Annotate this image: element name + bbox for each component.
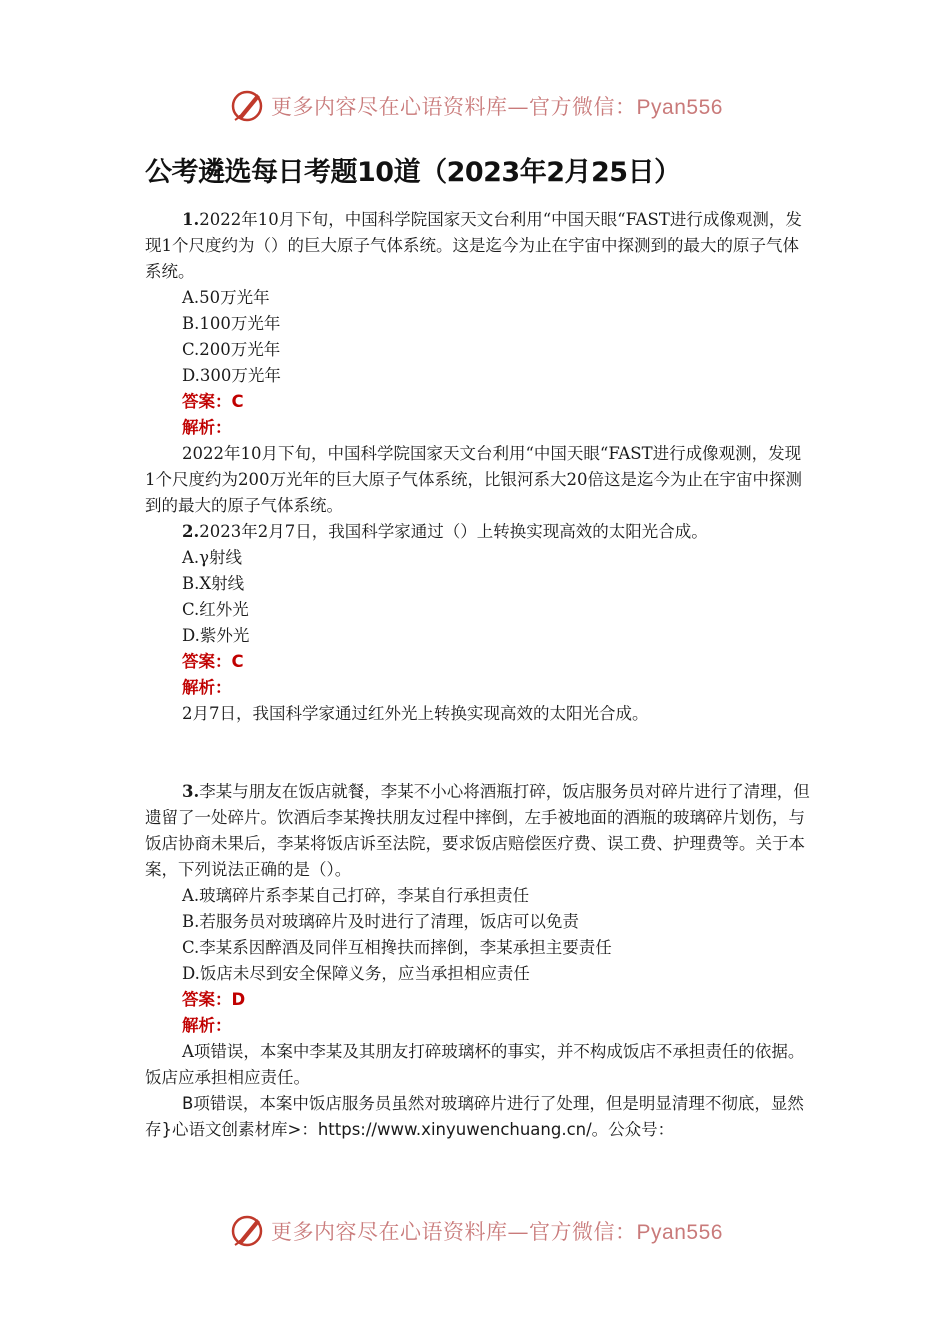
q3-option-a: A.玻璃碎片系李某自己打碎，李某自行承担责任 — [182, 886, 530, 905]
pen-logo-icon — [227, 1211, 267, 1251]
banner-text: 更多内容尽在心语资料库—官方微信：Pyan556 — [271, 95, 723, 119]
q1-analysis: 2022年10月下旬，中国科学院国家天文台利用“中国天眼“FAST进行成像观测，发现1个尺度约为200万光年的巨大原子气体系统，比银河系大20倍这是迄今为止在宇宙中探测到的最大的原子气体系统。 — [145, 444, 802, 515]
spacer — [145, 727, 810, 779]
q1-option-c: C.200万光年 — [182, 340, 281, 359]
q2-option-c: C.红外光 — [182, 600, 249, 619]
q3-option-c: C.李某系因醉酒及同伴互相搀扶而摔倒，李某承担主要责任 — [182, 938, 612, 957]
q3-analysis-b: B项错误，本案中饭店服务员虽然对玻璃碎片进行了处理，但是明显清理不彻底，显然存}心语文创素材库>：https://www.xinyuwenchuang.cn/。公众号： — [145, 1094, 804, 1139]
q3-analysis-label: 解析： — [182, 1016, 232, 1035]
q1-analysis-label: 解析： — [182, 418, 232, 437]
q2-option-d: D.紫外光 — [182, 626, 250, 645]
q2-analysis: 2月7日，我国科学家通过红外光上转换实现高效的太阳光合成。 — [182, 704, 649, 723]
q3-option-b: B.若服务员对玻璃碎片及时进行了清理，饭店可以免责 — [182, 912, 579, 931]
q1-option-a: A.50万光年 — [182, 288, 270, 307]
q2-analysis-label: 解析： — [182, 678, 232, 697]
document-body — [145, 207, 810, 1143]
q3-answer: 答案：D — [182, 990, 246, 1009]
header-banner — [0, 84, 950, 128]
q1-option-b: B.100万光年 — [182, 314, 281, 333]
q2-option-a: A.γ射线 — [182, 548, 243, 567]
q3-analysis-a: A项错误，本案中李某及其朋友打碎玻璃杯的事实，并不构成饭店不承担责任的依据。饭店应承担相应责任。 — [145, 1042, 805, 1087]
q1-option-d: D.300万光年 — [182, 366, 281, 385]
page-title: 公考遴选每日考题10道（2023年2月25日） — [145, 157, 681, 188]
q1-answer: 答案：C — [182, 392, 244, 411]
q2-option-b: B.X射线 — [182, 574, 245, 593]
question-3: 3.李某与朋友在饭店就餐，李某不小心将酒瓶打碎，饭店服务员对碎片进行了清理，但遗留了一处碎片。饮酒后李某搀扶朋友过程中摔倒，左手被地面的酒瓶的玻璃碎片划伤，与饭店协商未果后，李某将饭店诉至法院，要求饭店赔偿医疗费、误工费、护理费等。关于本案，下列说法正确的是（）。 — [145, 782, 810, 879]
question-2: 2.2023年2月7日，我国科学家通过（）上转换实现高效的太阳光合成。 — [182, 522, 708, 541]
banner-text: 更多内容尽在心语资料库—官方微信：Pyan556 — [271, 1220, 723, 1244]
q3-option-d: D.饭店未尽到安全保障义务，应当承担相应责任 — [182, 964, 530, 983]
question-1: 1.2022年10月下旬，中国科学院国家天文台利用“中国天眼“FAST进行成像观测，发现1个尺度约为（）的巨大原子气体系统。这是迄今为止在宇宙中探测到的最大的原子气体系统。 — [145, 210, 802, 281]
footer-banner — [0, 1209, 950, 1253]
q2-answer: 答案：C — [182, 652, 244, 671]
pen-logo-icon — [227, 86, 267, 126]
